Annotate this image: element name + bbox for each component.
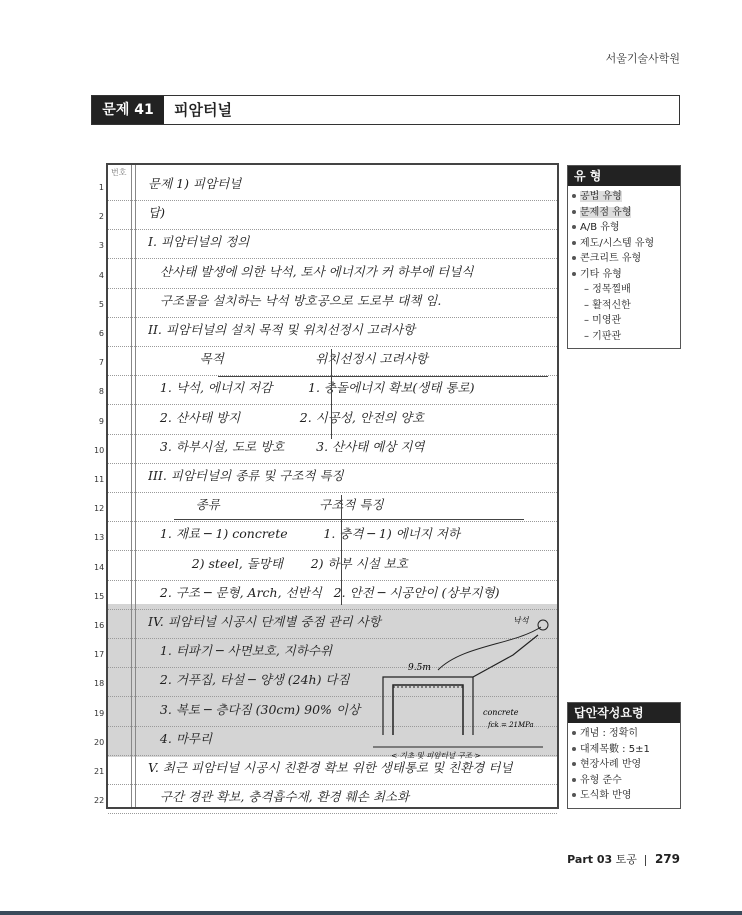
table-divider — [341, 495, 342, 605]
answer-sheet — [94, 163, 559, 809]
answer-guide-item — [572, 773, 680, 789]
tunnel-sketch — [363, 615, 558, 760]
sheet-row — [98, 288, 557, 318]
answer-guide-label: 대제목數 : 5±1 — [580, 743, 650, 755]
sheet-row — [94, 580, 557, 610]
bullet-icon — [572, 793, 576, 797]
question-type-label: – 기판관 — [584, 330, 622, 342]
footer-part: Part 03 — [567, 853, 613, 866]
answer-guide-heading: 답안작성요령 — [568, 703, 680, 723]
question-type-item — [572, 282, 680, 298]
answer-guide-list — [568, 723, 680, 808]
page-footer — [567, 851, 680, 867]
sketch-slope-label: 낙석 — [513, 616, 529, 625]
handwritten-line: 목적 위치선정시 고려사항 — [148, 351, 428, 367]
bullet-icon — [572, 225, 576, 229]
sheet-row — [98, 375, 557, 405]
row-number: 3 — [98, 241, 104, 251]
question-types-box — [567, 165, 681, 349]
question-types-list — [568, 186, 680, 348]
question-type-item — [572, 220, 680, 236]
row-number: 2 — [98, 212, 104, 222]
answer-guide-item — [572, 726, 680, 742]
answer-guide-item — [572, 757, 680, 773]
footer-divider — [645, 855, 646, 866]
question-type-label: 콘크리트 유형 — [580, 253, 642, 264]
handwritten-line: 2) steel, 돌망태 2) 하부 시설 보호 — [148, 555, 408, 571]
handwritten-line: 1. 터파기 ─ 사면보호, 지하수위 — [148, 643, 333, 659]
sheet-row — [94, 521, 557, 551]
question-type-item — [572, 251, 680, 267]
row-number: 6 — [98, 329, 104, 338]
sketch-concrete-label: concrete — [483, 708, 519, 717]
number-column-label: 번호 — [111, 168, 127, 177]
question-type-label: 제도/시스템 유형 — [580, 237, 655, 249]
sketch-caption: < 기초 및 피암터널 구조 > — [391, 751, 481, 760]
bullet-icon — [572, 210, 576, 214]
row-number: 17 — [94, 650, 105, 660]
row-number: 8 — [98, 387, 104, 397]
row-number: 22 — [94, 796, 105, 806]
problem-title: 피암터널 — [174, 101, 232, 119]
handwritten-line: 구조물을 설치하는 낙석 방호공으로 도로부 대책 임. — [148, 292, 442, 308]
sheet-row — [94, 492, 557, 522]
bullet-icon — [572, 256, 576, 260]
question-type-label: 문제점 유형 — [580, 206, 632, 218]
question-type-item — [572, 267, 680, 283]
question-type-label: – 활적신한 — [584, 299, 631, 311]
problem-number: 문제 41 — [92, 96, 164, 124]
question-type-item — [572, 189, 680, 205]
question-type-label: 공법 유형 — [580, 191, 622, 202]
row-number: 11 — [94, 475, 105, 484]
sheet-row — [94, 784, 557, 814]
handwritten-line: 4. 마무리 — [148, 730, 213, 746]
answer-guide-label: 유형 준수 — [580, 774, 622, 786]
bottom-bar — [0, 911, 742, 915]
handwritten-line: 문제 1) 피암터널 — [148, 176, 242, 191]
question-type-item — [572, 205, 680, 221]
sheet-row — [94, 551, 557, 581]
question-type-item — [572, 313, 680, 329]
handwritten-line: III. 피암터널의 종류 및 구조적 특징 — [148, 468, 344, 483]
handwritten-line: 2. 산사태 방지 2. 시공성, 안전의 양호 — [148, 409, 425, 425]
row-number: 9 — [98, 416, 104, 426]
row-number: 21 — [94, 767, 105, 776]
bullet-icon — [572, 778, 576, 782]
row-number: 5 — [98, 299, 104, 309]
question-type-item — [572, 236, 680, 252]
handwritten-line: 구간 경관 확보, 충격흡수재, 환경 훼손 최소화 — [148, 789, 410, 805]
sheet-row — [98, 317, 557, 347]
publisher-name: 서울기술사학원 — [605, 52, 680, 65]
bullet-icon — [572, 194, 576, 198]
sketch-strength-label: fck = 21MPa — [488, 721, 534, 729]
handwritten-line: 1. 낙석, 에너지 저감 1. 충돌에너지 확보(생태 통로) — [148, 380, 475, 396]
question-type-label: A/B 유형 — [580, 222, 620, 233]
handwritten-line: II. 피암터널의 설치 목적 및 위치선정시 고려사항 — [148, 322, 416, 337]
row-number: 19 — [94, 708, 105, 718]
sheet-row — [98, 259, 557, 289]
question-type-item — [572, 298, 680, 314]
handwritten-line: V. 최근 피암터널 시공시 친환경 확보 위한 생태통로 및 친환경 터널 — [148, 760, 513, 775]
handwritten-line: IV. 피암터널 시공시 단계별 중점 관리 사항 — [148, 614, 381, 629]
row-number: 7 — [98, 358, 104, 368]
row-number: 16 — [94, 621, 105, 630]
answer-guide-item — [572, 788, 680, 804]
sheet-row — [94, 434, 557, 464]
answer-guide-item — [572, 742, 680, 758]
sheet-row — [98, 405, 557, 435]
row-number: 18 — [94, 679, 105, 689]
bullet-icon — [572, 241, 576, 245]
handwritten-line: 2. 구조 ─ 문형, Arch, 선반식 2. 안전 ─ 시공안이 (상부지형) — [148, 584, 500, 600]
handwritten-line: 3. 복토 ─ 층다짐 (30cm) 90% 이상 — [148, 701, 361, 717]
sheet-row — [98, 200, 557, 230]
page-number: 279 — [654, 852, 680, 866]
sketch-width-label: 9.5m — [408, 663, 431, 673]
bullet-icon — [572, 272, 576, 276]
question-type-label: – 정목찔배 — [584, 284, 631, 295]
footer-section: 토공 — [615, 853, 637, 866]
handwritten-line: I. 피암터널의 정의 — [148, 234, 250, 250]
handwritten-line: 답) — [148, 205, 165, 221]
question-type-label: 기타 유형 — [580, 268, 622, 280]
row-number: 15 — [94, 591, 105, 601]
problem-title-bar — [91, 95, 680, 125]
sheet-row — [98, 171, 557, 201]
sheet-row — [98, 229, 557, 259]
table-divider — [331, 349, 332, 439]
row-number: 12 — [94, 504, 105, 514]
sheet-row — [98, 346, 557, 376]
bullet-icon — [572, 731, 576, 735]
sheet-row — [94, 463, 557, 493]
bullet-icon — [572, 747, 576, 751]
question-type-label: – 미영관 — [584, 315, 622, 326]
answer-guide-label: 현장사례 반영 — [580, 759, 642, 770]
table-divider — [218, 376, 548, 377]
question-type-item — [572, 329, 680, 345]
row-number: 20 — [94, 737, 105, 747]
row-number: 13 — [94, 533, 105, 543]
handwritten-line: 3. 하부시설, 도로 방호 3. 산사태 예상 지역 — [148, 438, 425, 454]
handwritten-line: 2. 거푸집, 타설 ─ 양생 (24h) 다짐 — [148, 672, 350, 688]
table-divider — [174, 519, 524, 520]
answer-guide-label: 도식화 반영 — [580, 790, 632, 801]
bullet-icon — [572, 762, 576, 766]
row-number: 14 — [94, 562, 105, 572]
handwritten-line: 1. 재료 ─ 1) concrete 1. 충격 ─ 1) 에너지 저하 — [148, 526, 461, 542]
handwritten-line: 종류 구조적 특징 — [148, 497, 384, 513]
answer-guide-box — [567, 702, 681, 809]
answer-guide-label: 개념 : 정확히 — [580, 728, 639, 739]
row-number: 4 — [98, 270, 104, 280]
handwritten-line: 산사태 발생에 의한 낙석, 토사 에너지가 커 하부에 터널식 — [148, 263, 474, 279]
row-number: 10 — [94, 445, 105, 455]
question-types-heading: 유 형 — [568, 166, 680, 186]
row-number: 1 — [98, 183, 104, 192]
